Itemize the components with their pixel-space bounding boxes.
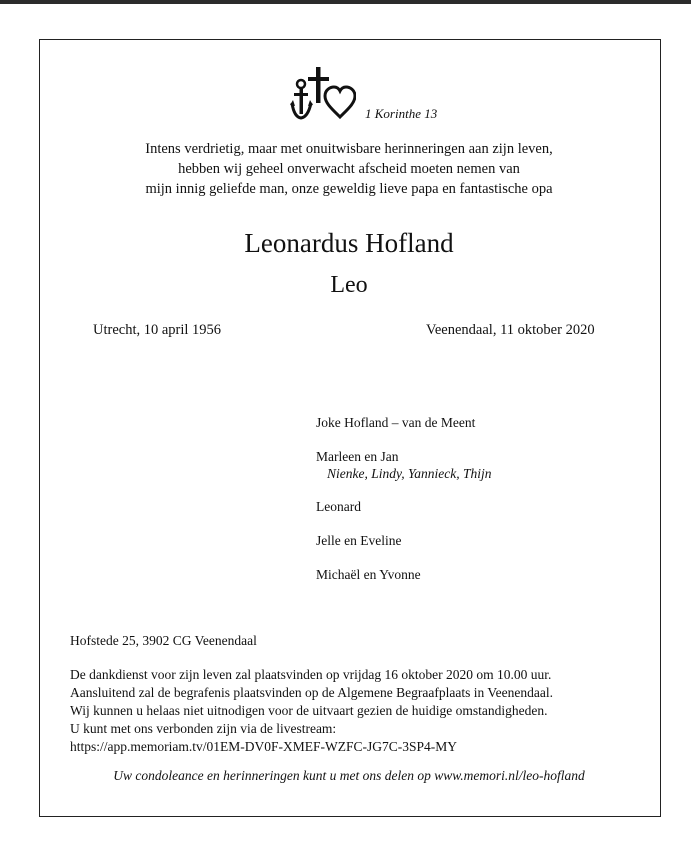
condolence-text: Uw condoleance en herinneringen kunt u met ons delen op www.memori.nl/leo-hofland [113, 768, 585, 783]
family-grandchildren: Nienke, Lindy, Yannieck, Thijn [327, 466, 492, 481]
intro-text [60, 139, 638, 199]
death-info: Veenendaal, 11 oktober 2020 [426, 322, 595, 338]
intro-line: hebben wij geheel onverwacht afscheid moeten nemen van [178, 161, 520, 177]
family-child: Marleen en Jan [316, 449, 399, 464]
faith-hope-love-icon [290, 65, 356, 123]
service-line: Wij kunnen u helaas niet uitnodigen voor de uitvaart gezien de huidige omstandigheden. [70, 703, 548, 718]
family-child: Jelle en Eveline [316, 533, 402, 548]
home-address: Hofstede 25, 3902 CG Veenendaal [70, 633, 257, 648]
family-child: Michaël en Yvonne [316, 567, 421, 582]
deceased-name: Leonardus Hofland [244, 228, 454, 258]
deceased-nickname: Leo [330, 272, 368, 298]
intro-line: Intens verdrietig, maar met onuitwisbare herinneringen aan zijn leven, [145, 141, 553, 157]
livestream-link[interactable]: https://app.memoriam.tv/01EM-DV0F-XMEF-WZFC-JG7C-3SP4-MY [70, 739, 457, 754]
intro-line: mijn innig geliefde man, onze geweldig lieve papa en fantastische opa [145, 181, 553, 197]
family-spouse: Joke Hofland – van de Meent [316, 415, 476, 430]
service-line: Aansluitend zal de begrafenis plaatsvinden op de Algemene Begraafplaats in Veenendaal. [70, 685, 553, 700]
service-line: De dankdienst voor zijn leven zal plaatsvinden op vrijdag 16 oktober 2020 om 10.00 uur. [70, 667, 552, 682]
top-border-line [0, 0, 691, 4]
service-line: U kunt met ons verbonden zijn via de livestream: [70, 721, 337, 736]
verse-reference: 1 Korinthe 13 [365, 106, 438, 121]
family-child: Leonard [316, 499, 361, 514]
birth-info: Utrecht, 10 april 1956 [93, 322, 222, 338]
service-details [70, 666, 630, 756]
